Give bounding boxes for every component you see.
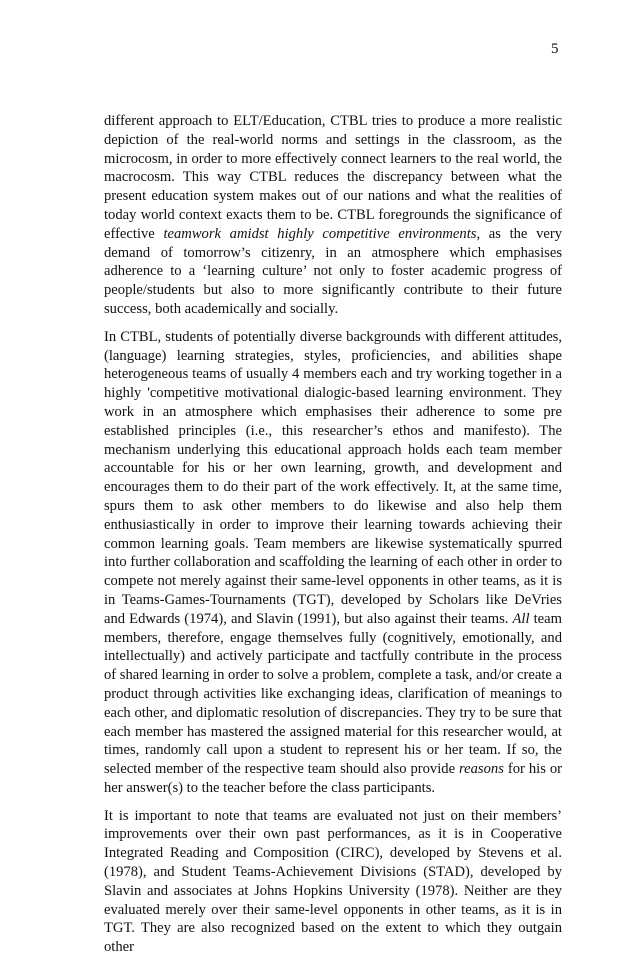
paragraph-2 (104, 328, 562, 798)
paragraph-1-text-end: , as the very demand of tomorrow’s citizenry, in an atmosphere which emphasises adherence to a ‘learning culture’ not only to foster academic progress of people/students but also to more significantly contribute to their future success, both academically and socially. (104, 225, 563, 317)
body-text (104, 112, 562, 966)
paragraph-3 (104, 807, 562, 957)
paragraph-1 (104, 112, 562, 319)
page-number: 5 (551, 41, 559, 57)
paragraph-1-italic-phrase: teamwork amidst highly competitive environments (163, 225, 477, 242)
paragraph-2-italic-reasons: reasons (459, 761, 504, 778)
paragraph-2-text: In CTBL, students of potentially diverse backgrounds with different attitudes, (language) learning strategies, styles, proficiencies, and abilities shape heterogeneous teams of usually 4 members each and try working together in a highly 'competitive motivational dialogic-based learning environment. They work in an atmosphere which emphasises their adherence to some pre established principles (i.e., this researcher’s ethos and manifesto). The mechanism underlying this educational approach holds each team member accountable for his or her own learning, growth, and development and encourages them to do their part of the work effectively. It, at the same time, spurs them to ask other members to do likewise and also help them enthusiastically in order to improve their learning towards achieving their common learning goals. Team members are likewise systematically spurred into further collaboration and scaffolding the learning of each other in order to compete not merely against their same-level opponents in other teams, as it is in Teams-Games-Tournaments (TGT), developed by Scholars like DeVries and Edwards (1974), and Slavin (1991), but also against their teams. (104, 328, 562, 627)
paragraph-2-italic-all: All (512, 610, 530, 627)
paragraph-2-text-end: for his or her answer(s) to the teacher before the class participants. (104, 761, 562, 796)
paragraph-2-text-middle: team members, therefore, engage themselves fully (cognitively, emotionally, and intellectually) and actively participate and tactfully contribute in the process of shared learning in order to solve a problem, complete a task, and/or create a product through activities like exchanging ideas, clarification of meanings to each other, and diplomatic resolution of discrepancies. They try to be sure that each member has mastered the assigned material for this researcher would, at times, randomly call upon a student to represent his or her team. If so, the selected member of the respective team should also provide (104, 610, 562, 778)
paragraph-1-text: different approach to ELT/Education, CTBL tries to produce a more realistic depiction of the real-world norms and settings in the classroom, as the microcosm, in order to more effectively connect learners to the real world, the macrocosm. This way CTBL reduces the discrepancy between what the present education system makes out of our nations and what the realities of today world context exacts them to be. CTBL foregrounds the significance of effective (104, 113, 562, 242)
paragraph-3-text: It is important to note that teams are evaluated not just on their members’ improvements over their own past performances, as it is in Cooperative Integrated Reading and Composition (CIRC), developed by Stevens et al. (1978), and Student Teams-Achievement Divisions (STAD), developed by Slavin and associates at Johns Hopkins University (1978). Neither are they evaluated merely over their same-level opponents in other teams, as it is in TGT. They are also recognized based on the extent to which they outgain other (104, 807, 562, 956)
